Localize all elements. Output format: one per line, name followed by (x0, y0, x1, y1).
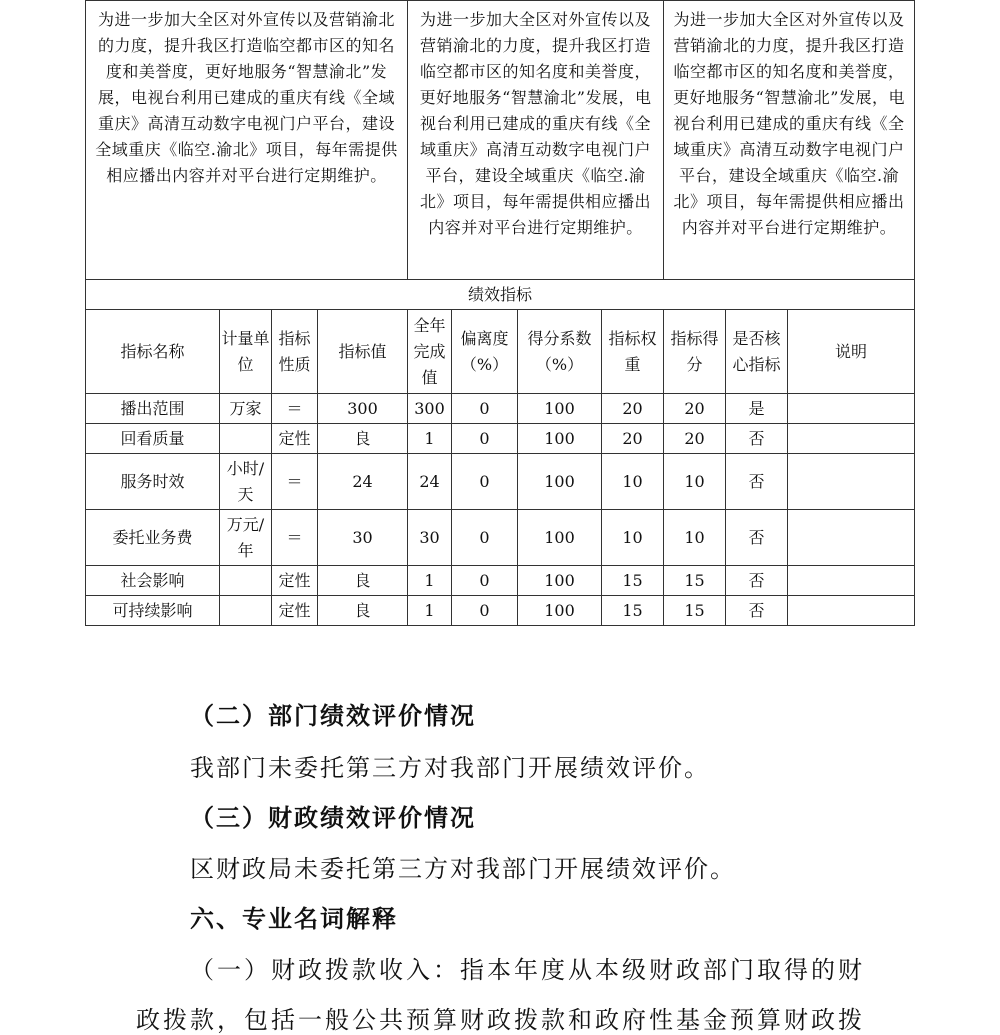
cell: ＝ (272, 454, 318, 510)
cell: 委托业务费 (86, 510, 220, 566)
cell: 服务时效 (86, 454, 220, 510)
cell (788, 454, 915, 510)
cell (788, 566, 915, 596)
cell: 0 (452, 454, 518, 510)
cell: 0 (452, 424, 518, 454)
table-row (86, 454, 915, 510)
cell: 否 (726, 424, 788, 454)
header-cell: 得分系数（%） (518, 310, 602, 394)
header-cell: 是否核心指标 (726, 310, 788, 394)
heading-dept-evaluation: （二）部门绩效评价情况 (190, 701, 476, 730)
cell (788, 510, 915, 566)
cell (788, 424, 915, 454)
header-cell: 指标性质 (272, 310, 318, 394)
paragraph-dept-evaluation: 我部门未委托第三方对我部门开展绩效评价。 (190, 754, 710, 782)
paragraph-glossary-line-2: 政拨款，包括一般公共预算财政拨款和政府性基金预算财政拨 (136, 1006, 865, 1034)
paragraph-glossary-line-1: （一）财政拨款收入：指本年度从本级财政部门取得的财 (190, 956, 865, 984)
cell: 良 (318, 424, 408, 454)
section-title: 绩效指标 (86, 280, 915, 310)
table-row (86, 596, 915, 626)
cell: 100 (518, 566, 602, 596)
cell (220, 424, 272, 454)
cell: 24 (318, 454, 408, 510)
cell: 100 (518, 424, 602, 454)
cell (220, 596, 272, 626)
cell: 30 (408, 510, 452, 566)
cell: 万元/年 (220, 510, 272, 566)
cell: 良 (318, 596, 408, 626)
header-cell: 指标得分 (664, 310, 726, 394)
cell: 0 (452, 510, 518, 566)
cell: 定性 (272, 596, 318, 626)
header-cell: 计量单位 (220, 310, 272, 394)
cell: 300 (318, 394, 408, 424)
cell: 回看质量 (86, 424, 220, 454)
header-cell: 指标值 (318, 310, 408, 394)
cell: 小时/天 (220, 454, 272, 510)
cell: 300 (408, 394, 452, 424)
description-cell-2: 为进一步加大全区对外宣传以及营销渝北的力度，提升我区打造临空都市区的知名度和美誉度，更好地服务“智慧渝北”发展，电视台利用已建成的重庆有线《全域重庆》高清互动数字电视门户平台，建设全域重庆《临空.渝北》项目，每年需提供相应播出内容并对平台进行定期维护。 (408, 1, 664, 280)
header-cell: 指标权重 (602, 310, 664, 394)
cell: 100 (518, 596, 602, 626)
header-cell: 偏离度（%） (452, 310, 518, 394)
cell: ＝ (272, 510, 318, 566)
cell: 1 (408, 424, 452, 454)
cell: 15 (664, 596, 726, 626)
description-cell-1: 为进一步加大全区对外宣传以及营销渝北的力度，提升我区打造临空都市区的知名度和美誉度，更好地服务“智慧渝北”发展，电视台利用已建成的重庆有线《全域重庆》高清互动数字电视门户平台，建设全域重庆《临空.渝北》项目，每年需提供相应播出内容并对平台进行定期维护。 (86, 1, 408, 280)
cell: 15 (602, 596, 664, 626)
cell: 100 (518, 454, 602, 510)
cell: 10 (664, 454, 726, 510)
cell: 24 (408, 454, 452, 510)
cell: 0 (452, 394, 518, 424)
cell: 是 (726, 394, 788, 424)
cell (220, 566, 272, 596)
cell (788, 596, 915, 626)
cell: 10 (602, 510, 664, 566)
cell: 0 (452, 596, 518, 626)
cell: 100 (518, 510, 602, 566)
description-cell-3: 为进一步加大全区对外宣传以及营销渝北的力度，提升我区打造临空都市区的知名度和美誉度，更好地服务“智慧渝北”发展，电视台利用已建成的重庆有线《全域重庆》高清互动数字电视门户平台，建设全域重庆《临空.渝北》项目，每年需提供相应播出内容并对平台进行定期维护。 (664, 1, 915, 280)
heading-finance-evaluation: （三）财政绩效评价情况 (190, 803, 476, 832)
header-cell: 指标名称 (86, 310, 220, 394)
cell: 社会影响 (86, 566, 220, 596)
cell: 否 (726, 510, 788, 566)
cell: 15 (664, 566, 726, 596)
cell: 10 (602, 454, 664, 510)
cell: 20 (664, 424, 726, 454)
cell: 可持续影响 (86, 596, 220, 626)
cell (788, 394, 915, 424)
header-cell: 说明 (788, 310, 915, 394)
paragraph-finance-evaluation: 区财政局未委托第三方对我部门开展绩效评价。 (190, 855, 736, 883)
cell: 20 (664, 394, 726, 424)
cell: 否 (726, 566, 788, 596)
header-cell: 全年完成值 (408, 310, 452, 394)
table-row (86, 510, 915, 566)
cell: 10 (664, 510, 726, 566)
cell: 0 (452, 566, 518, 596)
heading-glossary: 六、专业名词解释 (190, 904, 398, 933)
cell: 1 (408, 596, 452, 626)
table-row (86, 424, 915, 454)
performance-table (85, 0, 915, 626)
cell: 30 (318, 510, 408, 566)
cell: ＝ (272, 394, 318, 424)
cell: 否 (726, 454, 788, 510)
cell: 定性 (272, 566, 318, 596)
table-row (86, 394, 915, 424)
cell: 定性 (272, 424, 318, 454)
description-row (86, 1, 915, 280)
cell: 20 (602, 424, 664, 454)
cell: 播出范围 (86, 394, 220, 424)
cell: 否 (726, 596, 788, 626)
header-row (86, 310, 915, 394)
cell: 1 (408, 566, 452, 596)
cell: 15 (602, 566, 664, 596)
table-row (86, 566, 915, 596)
cell: 100 (518, 394, 602, 424)
cell: 万家 (220, 394, 272, 424)
cell: 20 (602, 394, 664, 424)
cell: 良 (318, 566, 408, 596)
